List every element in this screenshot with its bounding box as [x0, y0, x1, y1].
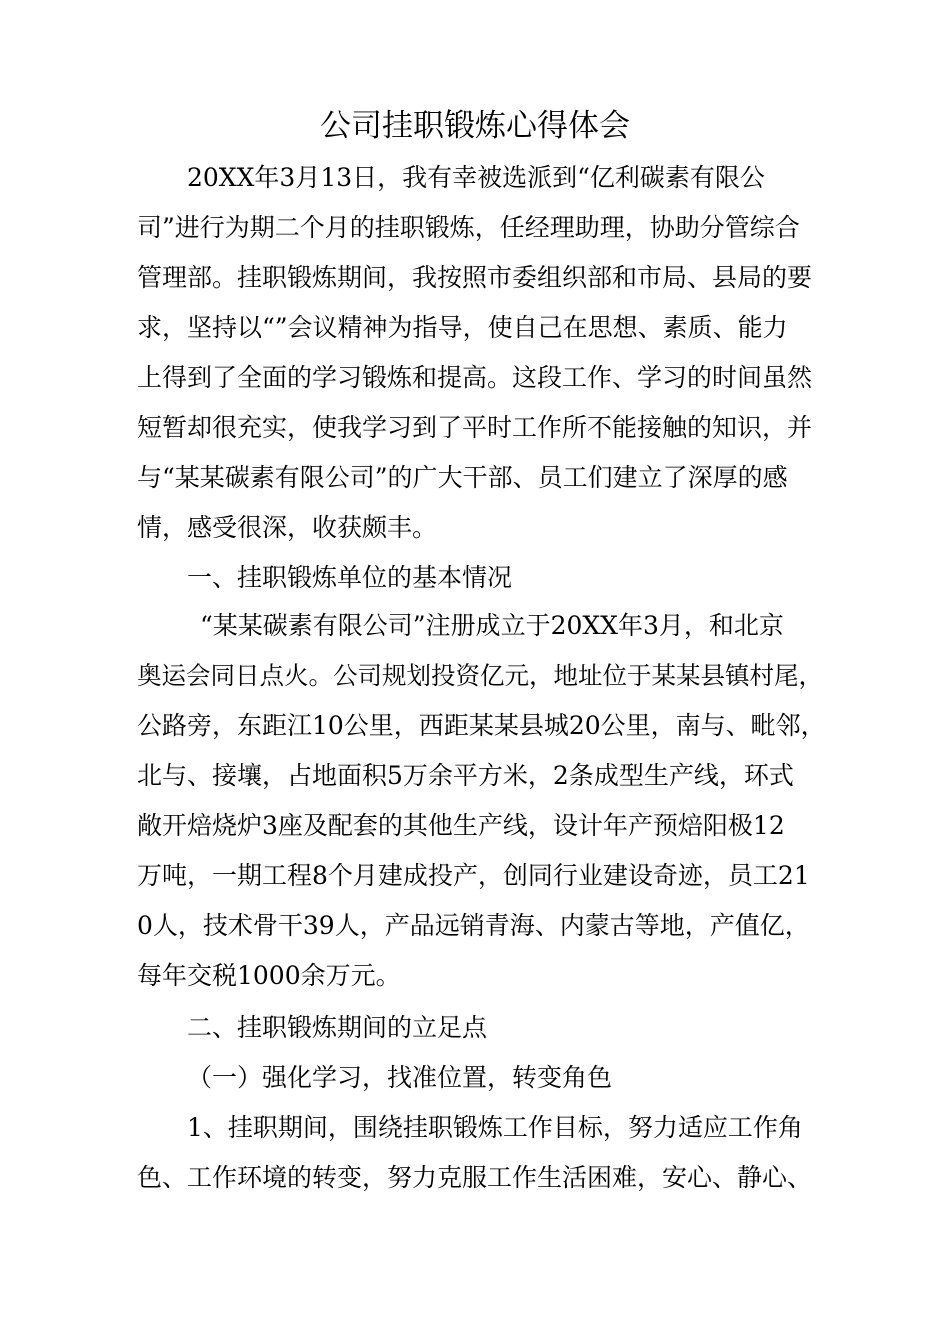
- body-line: 情，感受很深，收获颇丰。: [137, 513, 438, 542]
- body-line: 奥运会同日点火。公司规划投资亿元，地址位于某某县镇村尾，: [137, 661, 823, 690]
- subsection-heading: （一）强化学习，找准位置，转变角色: [187, 1063, 613, 1092]
- body-line: 1、挂职期间，围绕挂职锻炼工作目标，努力适应工作角: [187, 1113, 803, 1142]
- body-line: 公路旁，东距江10公里，西距某某县城20公里，南与、毗邻，: [137, 711, 826, 740]
- body-line: 上得到了全面的学习锻炼和提高。这段工作、学习的时间虽然: [137, 363, 813, 392]
- body-line: 短暂却很充实，使我学习到了平时工作所不能接触的知识，并: [137, 413, 813, 442]
- section-heading: 一、挂职锻炼单位的基本情况: [187, 563, 513, 592]
- body-line: 北与、接壤，占地面积5万余平方米，2条成型生产线，环式: [137, 761, 794, 790]
- body-line: 求，坚持以“”会议精神为指导，使自己在思想、素质、能力: [137, 313, 788, 342]
- body-line: 每年交税1000余万元。: [137, 961, 401, 990]
- body-line: 管理部。挂职锻炼期间，我按照市委组织部和市局、县局的要: [137, 263, 813, 292]
- body-line: 司”进行为期二个月的挂职锻炼，任经理助理，协助分管综合: [137, 213, 800, 242]
- body-line: “某某碳素有限公司”注册成立于20XX年3月，和北京: [200, 611, 784, 640]
- body-line: 20XX年3月13日，我有幸被选派到“亿利碳素有限公: [187, 163, 765, 192]
- document-title: 公司挂职锻炼心得体会: [320, 108, 630, 144]
- body-line: 敞开焙烧炉3座及配套的其他生产线，设计年产预焙阳极12: [137, 811, 785, 840]
- section-heading: 二、挂职锻炼期间的立足点: [187, 1013, 488, 1042]
- body-line: 色、工作环境的转变，努力克服工作生活困难，安心、静心、: [137, 1163, 813, 1192]
- body-line: 0人，技术骨干39人，产品远销青海、内蒙古等地，产值亿，: [137, 911, 810, 940]
- body-line: 万吨，一期工程8个月建成投产，创同行业建设奇迹，员工21: [137, 861, 810, 890]
- body-line: 与“某某碳素有限公司”的广大干部、员工们建立了深厚的感: [137, 463, 788, 492]
